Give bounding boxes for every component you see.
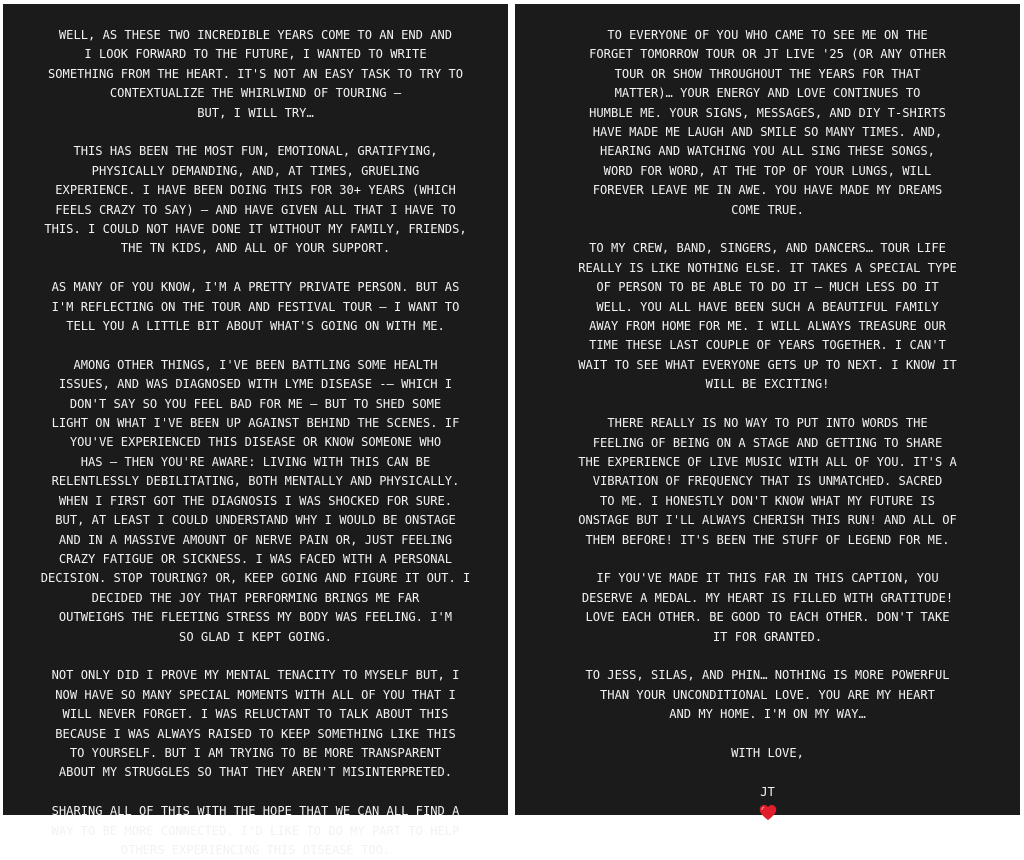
left-paragraph-2: THIS HAS BEEN THE MOST FUN, EMOTIONAL, GRATIFYING, PHYSICALLY DEMANDING, AND, AT TIMES, GRUELING EXPERIENCE. I HAVE BEEN DOING THIS FOR 30+ YEARS (WHICH FEELS CRAZY TO SAY) — AND HAVE GIVEN ALL THAT I HAVE TO THIS. I COULD NOT HAVE DONE IT WITHOUT MY FAMILY, FRIENDS, THE TN KIDS, AND ALL OF YOUR SUPPORT. — [44, 144, 467, 256]
right-paragraph-2: TO MY CREW, BAND, SINGERS, AND DANCERS… TOUR LIFE REALLY IS LIKE NOTHING ELSE. IT TAKES A SPECIAL TYPE OF PERSON TO BE ABLE TO DO IT — MUCH LESS DO IT WELL. YOU ALL HAVE BEEN SUCH A BEAUTIFUL FAMILY AWAY FROM HOME FOR ME. I WILL ALWAYS TREASURE OUR TIME THESE LAST COUPLE OF YEARS TOGETHER. I CAN'T WAIT TO SEE WHAT EVERYONE GETS UP TO NEXT. I KNOW IT WILL BE EXCITING! — [578, 241, 957, 392]
red-heart-icon — [759, 804, 777, 821]
right-paragraph-1: TO EVERYONE OF YOU WHO CAME TO SEE ME ON THE FORGET TOMORROW TOUR OR JT LIVE '25 (OR ANY OTHER TOUR OR SHOW THROUGHOUT THE YEARS FOR THAT MATTER)… YOUR ENERGY AND LOVE CONTINUES TO HUMBLE ME. YOUR SIGNS, MESSAGES, AND DIY T-SHIRTS HAVE MADE ME LAUGH AND SMILE SO MANY TIMES. AND, HEARING AND WATCHING YOU ALL SING THESE SONGS, WORD FOR WORD, AT THE TOP OF YOUR LUNGS, WILL FOREVER LEAVE ME IN AWE. YOU HAVE MADE MY DREAMS COME TRUE. — [589, 28, 946, 217]
left-paragraph-3: AS MANY OF YOU KNOW, I'M A PRETTY PRIVATE PERSON. BUT AS I'M REFLECTING ON THE TOUR AND FESTIVAL TOUR – I WANT TO TELL YOU A LITTLE BIT ABOUT WHAT'S GOING ON WITH ME. — [51, 280, 460, 334]
signature-text: JT — [760, 784, 775, 799]
right-story-text — [515, 26, 1020, 821]
right-story-panel — [515, 4, 1020, 815]
left-paragraph-5: NOT ONLY DID I PROVE MY MENTAL TENACITY TO MYSELF BUT, I NOW HAVE SO MANY SPECIAL MOMENTS WITH ALL OF YOU THAT I WILL NEVER FORGET. I WAS RELUCTANT TO TALK ABOUT THIS BECAUSE I WAS ALWAYS RAISED TO KEEP SOMETHING LIKE THIS TO YOURSELF. BUT I AM TRYING TO BE MORE TRANSPARENT ABOUT MY STRUGGLES SO THAT THEY AREN'T MISINTERPRETED. — [51, 668, 460, 780]
left-paragraph-6: SHARING ALL OF THIS WITH THE HOPE THAT WE CAN ALL FIND A WAY TO BE MORE CONNECTED. I'D LIKE TO DO MY PART TO HELP OTHERS EXPERIENCING THIS DISEASE TOO. — [51, 804, 460, 857]
right-paragraph-4: IF YOU'VE MADE IT THIS FAR IN THIS CAPTION, YOU DESERVE A MEDAL. MY HEART IS FILLED WITH GRATITUDE! LOVE EACH OTHER. BE GOOD TO EACH OTHER. DON'T TAKE IT FOR GRANTED. — [581, 571, 954, 644]
left-paragraph-1: WELL, AS THESE TWO INCREDIBLE YEARS COME TO AN END AND I LOOK FORWARD TO THE FUTURE, I WANTED TO WRITE SOMETHING FROM THE HEART. IT'S NOT AN EASY TASK TO TRY TO CONTEXTUALIZE THE WHIRLWIND OF TOURING — BUT, I WILL TRY… — [47, 28, 464, 120]
right-paragraph-3: THERE REALLY IS NO WAY TO PUT INTO WORDS THE FEELING OF BEING ON A STAGE AND GETTING TO SHARE THE EXPERIENCE OF LIVE MUSIC WITH ALL OF YOU. IT'S A VIBRATION OF FREQUENCY THAT IS UNMATCHED. SACRED TO ME. I HONESTLY DON'T KNOW WHAT MY FUTURE IS ONSTAGE BUT I'LL ALWAYS CHERISH THIS RUN! AND ALL OF THEM BEFORE! IT'S BEEN THE STUFF OF LEGEND FOR ME. — [578, 416, 957, 547]
sign-off-text: WITH LOVE, — [731, 745, 804, 760]
right-paragraph-5: TO JESS, SILAS, AND PHIN… NOTHING IS MORE POWERFUL THAN YOUR UNCONDITIONAL LOVE. YOU ARE MY HEART AND MY HOME. I'M ON MY WAY… — [585, 668, 950, 722]
left-story-panel — [3, 4, 508, 857]
left-story-text — [3, 26, 508, 860]
left-paragraph-4: AMONG OTHER THINGS, I'VE BEEN BATTLING SOME HEALTH ISSUES, AND WAS DIAGNOSED WITH LYME DISEASE -— WHICH I DON'T SAY SO YOU FEEL BAD FOR ME — BUT TO SHED SOME LIGHT ON WHAT I'VE BEEN UP AGAINST BEHIND THE SCENES. IF YOU'VE EXPERIENCED THIS DISEASE OR KNOW SOMEONE WHO HAS — THEN YOU'RE AWARE: LIVING WITH THIS CAN BE RELENTLESSLY DEBILITATING, BOTH MENTALLY AND PHYSICALLY. WHEN I FIRST GOT THE DIAGNOSIS I WAS SHOCKED FOR SURE. BUT, AT LEAST I COULD UNDERSTAND WHY I WOULD BE ONSTAGE AND IN A MASSIVE AMOUNT OF NERVE PAIN OR, JUST FEELING CRAZY FATIGUE OR SICKNESS. I WAS FACED WITH A PERSONAL DECISION. STOP TOURING? OR, KEEP GOING AND FIGURE IT OUT. I DECIDED THE JOY THAT PERFORMING BRINGS ME FAR OUTWEIGHS THE FLEETING STRESS MY BODY WAS FEELING. I'M SO GLAD I KEPT GOING. — [40, 357, 471, 644]
